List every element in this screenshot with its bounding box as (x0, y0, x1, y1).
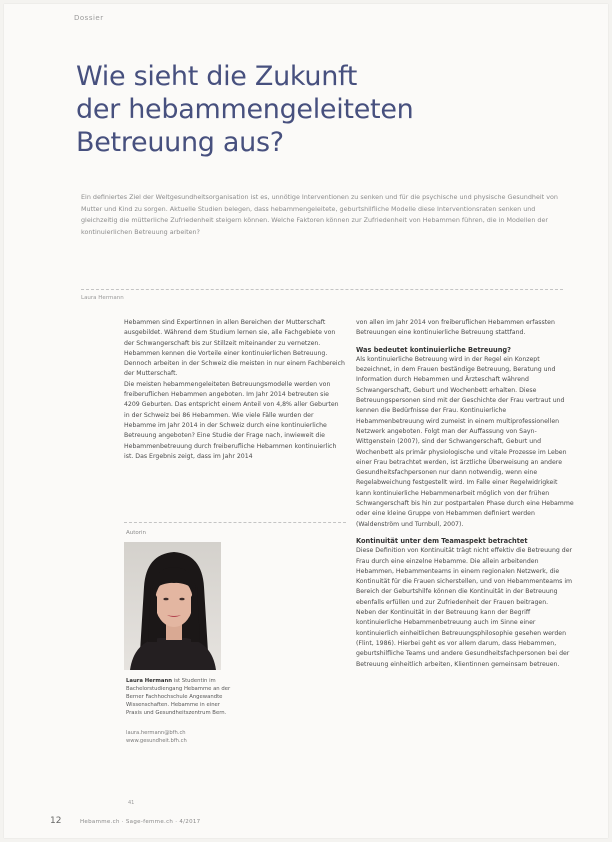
subheading-1: Was bedeutet kontinuierliche Betreuung? (356, 345, 511, 354)
title-line-3: Betreuung aus? (76, 127, 284, 158)
page-number: 12 (50, 816, 62, 826)
author-website: www.gesundheit.bfh.ch (126, 738, 187, 744)
subheading-2: Kontinuität unter dem Teamaspekt betrachtet (356, 536, 528, 545)
title-line-2: der hebammengeleiteten (76, 94, 414, 125)
page-mark: 41 (128, 800, 135, 806)
right-paragraph-3: Neben der Kontinuität in der Betreuung kann der Begriff kontinuierliche Hebammenbetreuung auch im Sinne einer kontinuierlich einheitlichen Betreuungsphilosophie gesehen werden (Flint, 1986). Hierbei geht es vor allem darum, dass Hebammen, geburtshilfliche Teams und andere Gesundheitsfachpersonen bei der Betreuung einheitlich arbeiten, Klientinnen gemeinsam betreuen. (356, 609, 570, 668)
left-paragraph-1: Hebammen sind Expertinnen in allen Bereichen der Mutterschaft ausgebildet. Während dem Studium lernen sie, alle Fachgebiete von der Schwangerschaft bis zur Stillzeit miteinander zu vernetzen. Hebammen kennen die Vorteile einer kontinuierlichen Betreuung. Dennoch arbeiten in der Schweiz die meisten in nur einem Fachbereich der Mutterschaft. (124, 319, 345, 378)
right-paragraph-2: Diese Definition von Kontinuität trägt nicht effektiv die Betreuung der Frau durch eine einzelne Hebamme. Die allein arbeitenden Hebammen, Hebammenteams in einem regionalen Netzwerk, die Kontinuität für die Frauen sicherstellen, und von Hebammenteams im Bereich der Geburtshilfe können die Kontinuität in der Betreuung ebenfalls erfüllen und zur Zufriedenheit der Frauen beitragen. (356, 547, 573, 606)
author-email: laura.hermann@bfh.ch (126, 730, 186, 736)
journal-footer: Hebamme.ch · Sage-femme.ch · 4/2017 (80, 819, 201, 825)
author-label: Autorin (126, 530, 147, 536)
byline: Laura Hermann (81, 295, 124, 301)
right-paragraph-1: Als kontinuierliche Betreuung wird in der Regel ein Konzept bezeichnet, in dem Frauen beständige Betreuung, Beratung und Information durch Hebammen und Ärzteschaft während Schwangerschaft, Geburt und Wochenbett erhalten. Diese Betreuungspersonen sind mit der Geschichte der Frau vertraut und kennen die Bedürfnisse der Frau. Kontinuierliche Hebammenbetreuung wird zumeist in einem multiprofessionellen Netzwerk angeboten. Folgt man der Auffassung von Sayn-Wittgenstein (2007), sind der Schwangerschaft, Geburt und Wochenbett als primär physiologische und vitale Prozesse im Leben einer Frau betrachtet werden, ist ärztliche Überweisung an andere Gesundheitsfachpersonen nur dann notwendig, wenn eine Regelabweichung festgestellt wird. Im Falle einer Regelwidrigkeit kann kontinuierliche Hebammenarbeit möglich von der frühen Schwangerschaft bis hin zur postpartalen Phase durch eine Hebamme oder eine kleine Gruppe von Hebammen definiert werden (Waldenström und Turnbull, 2007). (356, 355, 574, 528)
lead-paragraph: Ein definiertes Ziel der Weltgesundheitsorganisation ist es, unnötige Interventionen zu senken und für die psychische und physische Gesundheit von Mutter und Kind zu sorgen. Aktuelle Studien belegen, dass hebammengeleitete, geburtshilfliche Modelle diese Interventionsraten senken und gleichzeitig die mütterliche Zufriedenheit steigern können. Welche Faktoren können zur Zufriedenheit von Hebammen führen, die in Modellen der kontinuierlichen Betreuung arbeiten? (81, 193, 558, 236)
lead-divider (81, 289, 563, 290)
author-caption (126, 677, 236, 717)
section-label: Dossier (74, 14, 104, 22)
author-contact (126, 729, 236, 745)
title-line-1: Wie sieht die Zukunft (76, 61, 358, 92)
author-photo (124, 542, 221, 670)
author-divider (124, 522, 346, 523)
author-description: ist Studentin im Bachelorstudiengang Hebamme an der Berner Fachhochschule Angewandte Wissenschaften. Hebamme in einer Praxis und Gesundheitszentrum Bern. (126, 678, 231, 716)
portrait-illustration (124, 542, 221, 670)
left-column (124, 318, 346, 462)
page (4, 4, 608, 838)
article-title (76, 60, 556, 159)
left-paragraph-2: Die meisten hebammengeleiteten Betreuungsmodelle werden von freiberuflichen Hebammen angeboten. Im Jahr 2014 betreuten sie 4209 Geburten. Das entspricht einem Anteil von 4,8% aller Geburten in der Schweiz bei 86 Hebammen. Wie viele Fälle wurden der Hebamme im Jahr 2014 in der Schweiz durch eine kontinuierliche Betreuung angeboten? Eine Studie der Frage nach, inwieweit die Hebammenbetreuung durch freiberufliche Hebammen kontinuierlich ist. Das Ergebnis zeigt, dass im Jahr 2014 (124, 380, 339, 460)
right-intro: von allen im Jahr 2014 von freiberuflichen Hebammen erfassten Betreuungen eine kontinuierliche Betreuung stattfand. (356, 319, 555, 337)
author-name: Laura Hermann (126, 678, 173, 684)
right-column (356, 318, 574, 670)
